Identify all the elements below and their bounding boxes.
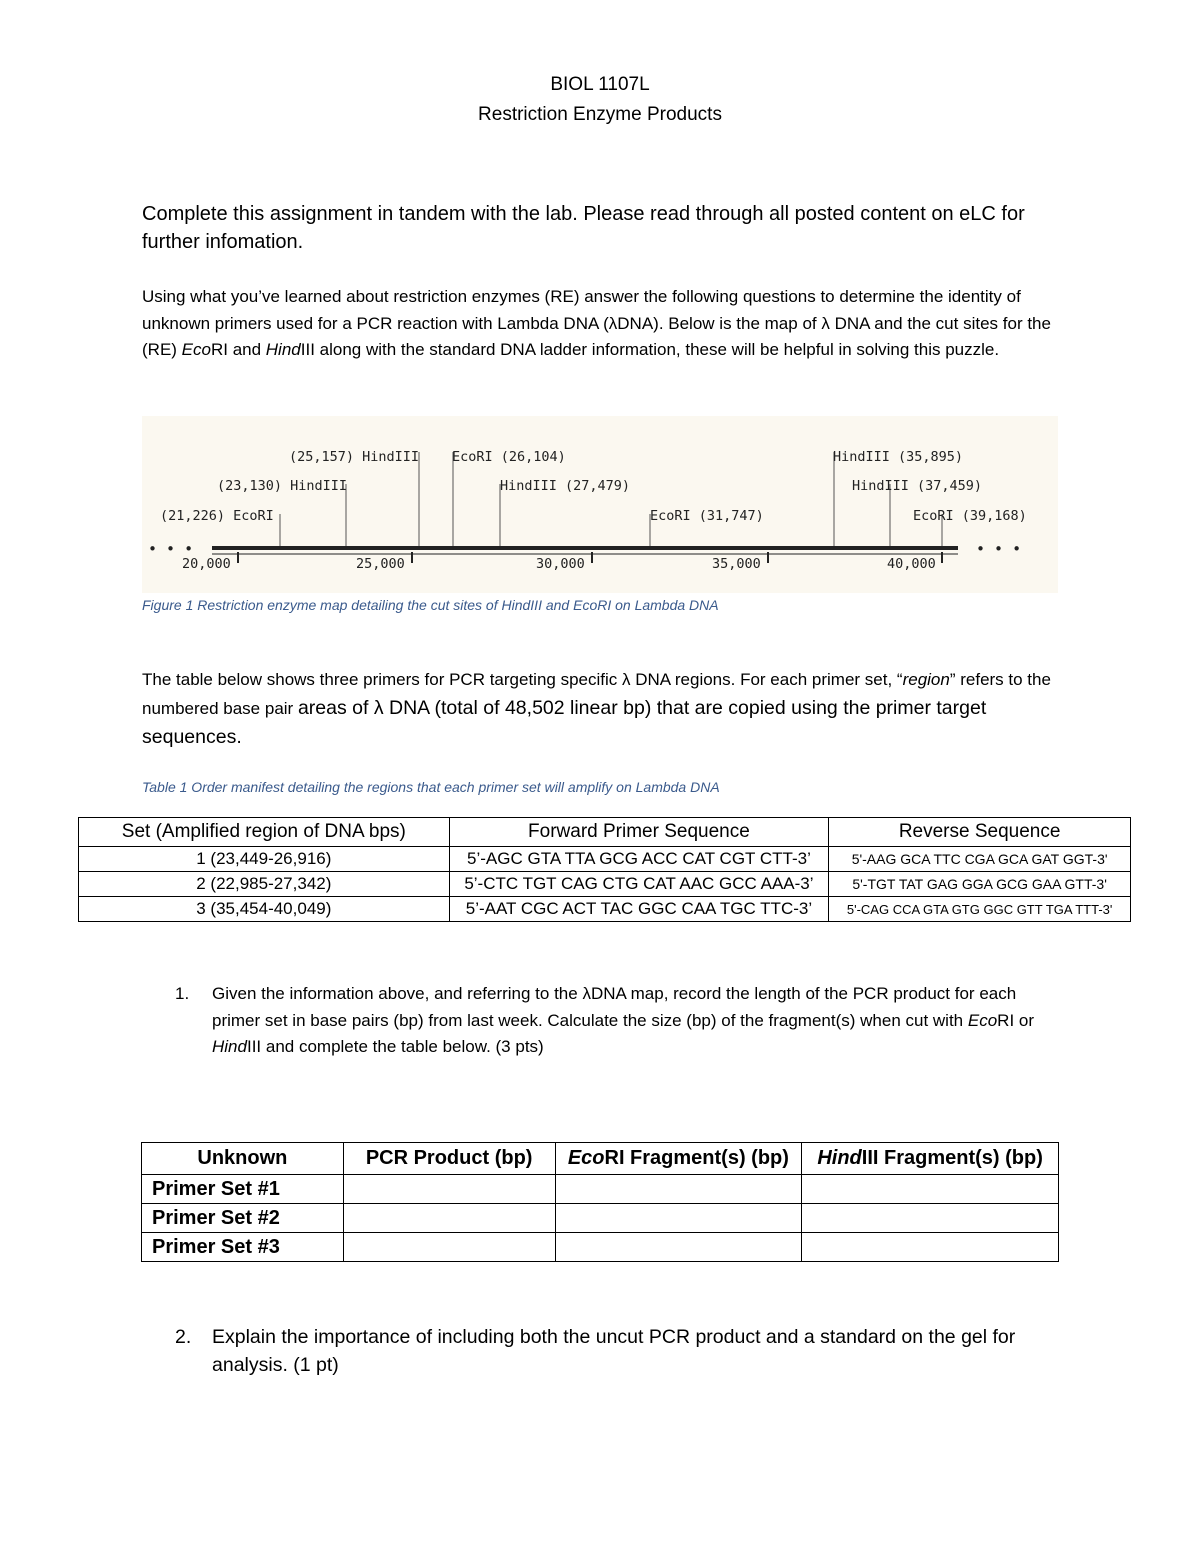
- answer-cell[interactable]: [802, 1204, 1059, 1233]
- tick-label-35000: 35,000: [712, 556, 761, 572]
- answer-cell[interactable]: [555, 1204, 802, 1233]
- tick-label-20000: 20,000: [182, 556, 231, 572]
- set-cell: 2 (22,985-27,342): [79, 872, 450, 897]
- question-1-text: Given the information above, and referring to the λDNA map, record the length of the PCR product for each primer set in base pairs (bp) from last week. Calculate the size (bp) of the fragment(s) when cut with EcoRI or HindIII and complete the table below. (3 pts): [212, 984, 1035, 1056]
- row-label: Primer Set #3: [142, 1233, 344, 1262]
- label-hindiii-35895: HindIII (35,895): [833, 449, 964, 465]
- header-pcr-product: PCR Product (bp): [343, 1143, 555, 1175]
- answer-cell[interactable]: [555, 1175, 802, 1204]
- table-header-row: [79, 818, 1131, 847]
- header-reverse: Reverse Sequence: [829, 818, 1131, 847]
- tick-label-25000: 25,000: [356, 556, 405, 572]
- question-2-number: 2.: [175, 1326, 192, 1348]
- header-unknown: Unknown: [142, 1143, 344, 1175]
- restriction-map: [142, 416, 1058, 593]
- forward-cell: 5’-CTC TGT CAG CTG CAT AAC GCC AAA-3’: [449, 872, 829, 897]
- row-label: Primer Set #2: [142, 1204, 344, 1233]
- answer-cell[interactable]: [343, 1204, 555, 1233]
- dots-right: • • •: [976, 540, 1022, 558]
- question-2-text: Explain the importance of including both the uncut PCR product and a standard on the gel for analysis. (1 pt): [212, 1326, 1016, 1376]
- primer-table: [78, 817, 1131, 922]
- reverse-cell: 5'-AAG GCA TTC CGA GCA GAT GGT-3': [829, 847, 1131, 872]
- table-row: [142, 1233, 1059, 1262]
- table-row: [79, 847, 1131, 872]
- reverse-cell: 5'-TGT TAT GAG GGA GCG GAA GTT-3': [829, 872, 1131, 897]
- reverse-cell: 5'-CAG CCA GTA GTG GGC GTT TGA TTT-3': [829, 897, 1131, 922]
- answer-cell[interactable]: [343, 1233, 555, 1262]
- answer-cell[interactable]: [802, 1175, 1059, 1204]
- restriction-map-svg: [142, 416, 1058, 593]
- label-ecori-26104: EcoRI (26,104): [452, 449, 566, 465]
- tick-label-30000: 30,000: [536, 556, 585, 572]
- tick-label-40000: 40,000: [887, 556, 936, 572]
- answer-table: [141, 1142, 1059, 1262]
- dots-left: • • •: [148, 540, 194, 558]
- label-ecori-21226: (21,226) EcoRI: [160, 508, 274, 524]
- forward-cell: 5’-AAT CGC ACT TAC GGC CAA TGC TTC-3’: [449, 897, 829, 922]
- answer-cell[interactable]: [555, 1233, 802, 1262]
- dna-main-line: [212, 546, 958, 550]
- intro-text: Complete this assignment in tandem with the lab. Please read through all posted content on eLC for further infomation.: [142, 203, 1025, 253]
- header-ecori-fragments: EcoRI Fragment(s) (bp): [555, 1143, 802, 1175]
- header-set: Set (Amplified region of DNA bps): [79, 818, 450, 847]
- table-row: [79, 897, 1131, 922]
- label-ecori-31747: EcoRI (31,747): [650, 508, 764, 524]
- table1-caption: Table 1 Order manifest detailing the regions that each primer set will amplify on Lambda DNA: [142, 779, 720, 795]
- paragraph-instructions: Using what you’ve learned about restriction enzymes (RE) answer the following questions to determine the identity of unknown primers used for a PCR reaction with Lambda DNA (λDNA). Below is the map of λ DNA and the cut sites for the (RE) EcoRI and HindIII along with the standard DNA ladder information, these will be helpful in solving this puzzle.: [142, 287, 1051, 359]
- label-hindiii-25157: (25,157) HindIII: [289, 449, 420, 465]
- table-row: [79, 872, 1131, 897]
- question-1-number: 1.: [175, 984, 190, 1003]
- forward-cell: 5’-AGC GTA TTA GCG ACC CAT CGT CTT-3’: [449, 847, 829, 872]
- set-cell: 3 (35,454-40,049): [79, 897, 450, 922]
- header-hindiii-fragments: HindIII Fragment(s) (bp): [802, 1143, 1059, 1175]
- label-hindiii-23130: (23,130) HindIII: [217, 478, 348, 494]
- page-title: Restriction Enzyme Products: [478, 104, 722, 125]
- answer-cell[interactable]: [802, 1233, 1059, 1262]
- answer-header-row: [142, 1143, 1059, 1175]
- paragraph-table-intro: The table below shows three primers for PCR targeting specific λ DNA regions. For each primer set, “region” refers to the numbered base pair areas of λ DNA (total of 48,502 linear bp) that are copied using the primer target sequences.: [142, 670, 1051, 748]
- course-code: BIOL 1107L: [550, 74, 650, 95]
- label-hindiii-27479: HindIII (27,479): [500, 478, 631, 494]
- header-forward: Forward Primer Sequence: [449, 818, 829, 847]
- answer-cell[interactable]: [343, 1175, 555, 1204]
- label-ecori-39168: EcoRI (39,168): [913, 508, 1027, 524]
- table-row: [142, 1175, 1059, 1204]
- label-hindiii-37459: HindIII (37,459): [852, 478, 983, 494]
- table-row: [142, 1204, 1059, 1233]
- figure-caption: Figure 1 Restriction enzyme map detailing the cut sites of HindIII and EcoRI on Lambda DNA: [142, 597, 719, 613]
- row-label: Primer Set #1: [142, 1175, 344, 1204]
- set-cell: 1 (23,449-26,916): [79, 847, 450, 872]
